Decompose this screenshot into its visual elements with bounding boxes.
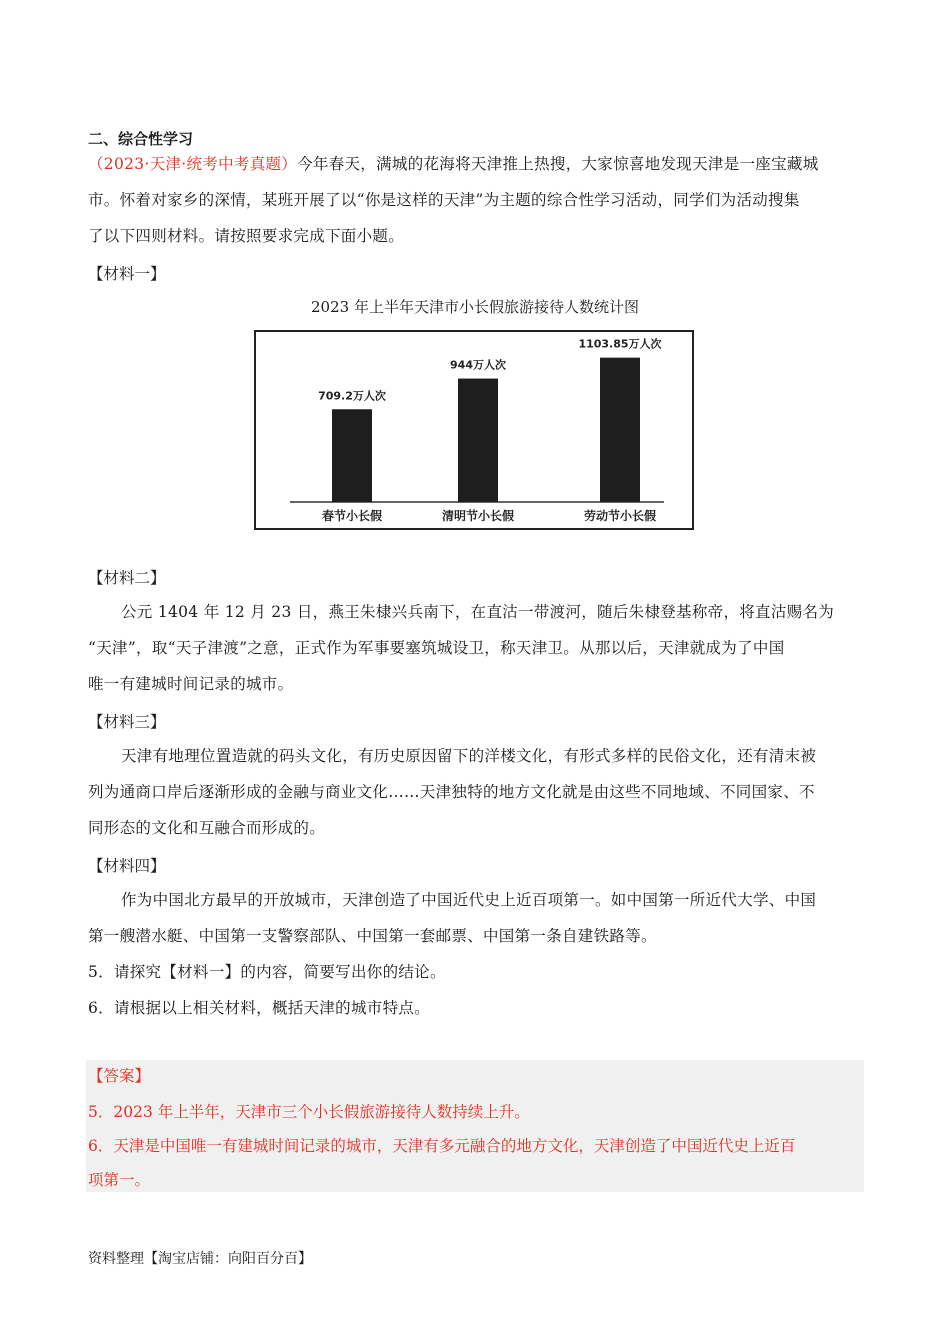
bar-chart <box>256 332 692 528</box>
chart-title: 2023 年上半年天津市小长假旅游接待人数统计图 <box>311 298 639 316</box>
category-label-3: 劳动节小长假 <box>583 509 657 523</box>
bar-chart-frame <box>254 330 694 530</box>
material-2-label: 【材料二】 <box>88 569 166 587</box>
bar-value-label-2: 944万人次 <box>450 358 506 372</box>
bar-value-label-1: 709.2万人次 <box>318 389 386 403</box>
material-1-label: 【材料一】 <box>88 265 166 283</box>
answer-6-line-2: 项第一。 <box>88 1171 151 1189</box>
material-3-line-1: 天津有地理位置造就的码头文化，有历史原因留下的洋楼文化，有形式多样的民俗文化，还有清末被 <box>121 747 817 765</box>
intro-line-3: 了以下四则材料。请按照要求完成下面小题。 <box>88 227 405 245</box>
section-title: 二、综合性学习 <box>88 130 194 148</box>
bar-1 <box>332 409 372 502</box>
material-2-line-2: “天津”，取“天子津渡”之意，正式作为军事要塞筑城设卫，称天津卫。从那以后，天津就成为了中国 <box>88 639 785 657</box>
bar-2 <box>458 379 498 502</box>
category-label-1: 春节小长假 <box>321 509 383 523</box>
intro-line-1 <box>88 146 863 182</box>
question-6: 6．请根据以上相关材料，概括天津的城市特点。 <box>88 999 430 1017</box>
answer-box <box>86 1060 864 1192</box>
source-tag: （2023·天津·统考中考真题） <box>88 155 298 173</box>
material-4-line-2: 第一艘潜水艇、中国第一支警察部队、中国第一套邮票、中国第一条自建铁路等。 <box>88 927 657 945</box>
category-label-2: 清明节小长假 <box>441 509 515 523</box>
material-2-line-3: 唯一有建城时间记录的城市。 <box>88 675 294 693</box>
bar-value-label-3: 1103.85万人次 <box>578 337 662 351</box>
bar-3 <box>600 358 640 502</box>
answer-label: 【答案】 <box>88 1067 151 1085</box>
material-3-label: 【材料三】 <box>88 713 166 731</box>
intro-text-1: 今年春天，满城的花海将天津推上热搜，大家惊喜地发现天津是一座宝藏城 <box>297 155 819 173</box>
material-3-line-3: 同形态的文化和互融合而形成的。 <box>88 819 326 837</box>
material-4-line-1: 作为中国北方最早的开放城市，天津创造了中国近代史上近百项第一。如中国第一所近代大学、中国 <box>121 891 817 909</box>
bars-layer <box>318 337 661 523</box>
answer-5: 5．2023 年上半年，天津市三个小长假旅游接待人数持续上升。 <box>88 1103 530 1121</box>
material-4-label: 【材料四】 <box>88 857 166 875</box>
intro-line-2: 市。怀着对家乡的深情，某班开展了以“你是这样的天津”为主题的综合性学习活动，同学们为活动搜集 <box>88 191 800 209</box>
answer-6-line-1: 6．天津是中国唯一有建城时间记录的城市，天津有多元融合的地方文化，天津创造了中国近代史上近百 <box>88 1137 796 1155</box>
question-5: 5．请探究【材料一】的内容，简要写出你的结论。 <box>88 963 446 981</box>
material-3-line-2: 列为通商口岸后逐渐形成的金融与商业文化……天津独特的地方文化就是由这些不同地域、不同国家、不 <box>88 783 815 801</box>
footer-credit: 资料整理【淘宝店铺：向阳百分百】 <box>88 1251 312 1267</box>
material-2-line-1: 公元 1404 年 12 月 23 日，燕王朱棣兴兵南下，在直沽一带渡河，随后朱棣登基称帝，将直沽赐名为 <box>121 603 835 621</box>
